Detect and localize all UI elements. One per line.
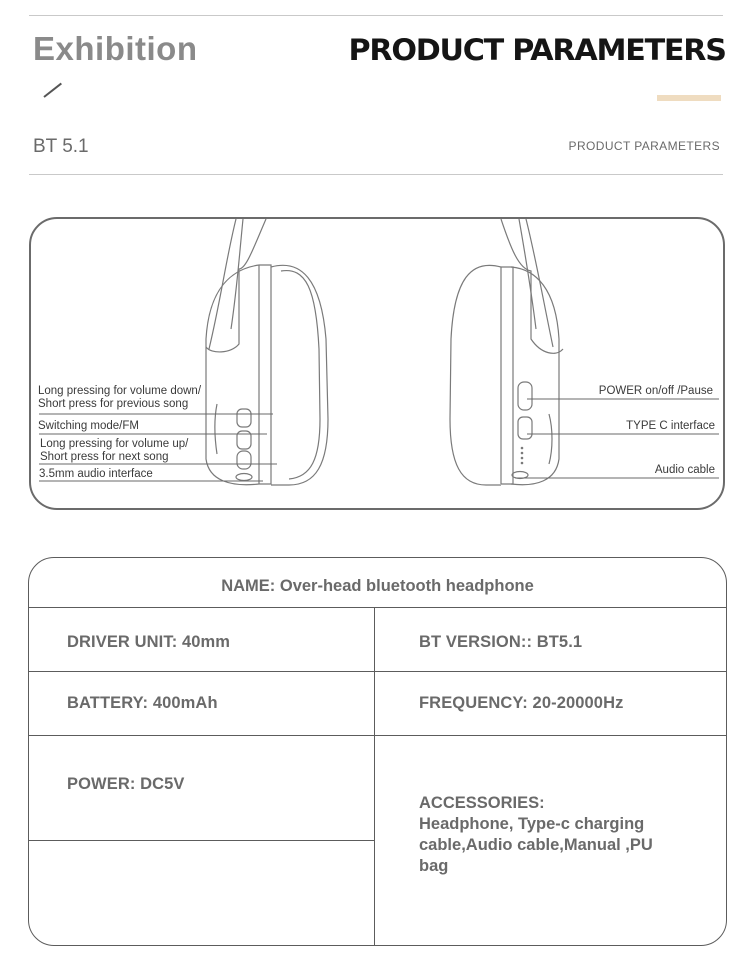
callout-volume-down [38,385,201,411]
column-divider [374,607,375,946]
spec-accessories-line3: bag [419,857,449,875]
spec-driver-unit: DRIVER UNIT: 40mm [67,633,231,651]
callout-volume-down-line2: Short press for previous song [38,398,189,410]
row-divider [29,735,726,736]
spec-battery: BATTERY: 400mAh [67,694,218,712]
callout-volume-up-line2: Short press for next song [40,451,169,463]
spec-bt-version: BT VERSION:: BT5.1 [419,633,583,651]
row-divider [29,607,726,608]
slash-decoration [43,83,62,98]
spec-accessories-line2: cable,Audio cable,Manual ,PU [419,836,653,854]
top-divider [29,15,723,16]
headphone-diagram [29,217,725,510]
section-title-product-parameters: PRODUCT PARAMETERS [348,33,726,67]
spec-accessories-label: ACCESSORIES: [419,794,545,812]
model-label: BT 5.1 [33,136,89,157]
spec-power: POWER: DC5V [67,775,185,793]
accent-bar [657,95,721,101]
section-title-exhibition: Exhibition [33,30,198,67]
headphone-illustration [31,219,725,510]
subtitle-product-parameters: PRODUCT PARAMETERS [568,139,720,153]
callout-audio-cable: Audio cable [654,464,715,476]
row-divider [29,671,726,672]
spec-frequency: FREQUENCY: 20-20000Hz [419,694,624,712]
callout-power: POWER on/off /Pause [598,385,713,397]
callout-volume-down-line1: Long pressing for volume down/ [38,385,202,397]
row-divider [29,840,374,841]
callout-switch-mode: Switching mode/FM [38,420,139,432]
callout-volume-up [40,438,188,464]
spec-accessories [419,793,689,877]
callout-audio-interface: 3.5mm audio interface [39,468,153,480]
spec-name: NAME: Over-head bluetooth headphone [221,577,534,595]
callout-volume-up-line1: Long pressing for volume up/ [40,438,189,450]
header-divider [29,174,723,175]
spec-accessories-line1: Headphone, Type-c charging [419,815,645,833]
callout-type-c: TYPE C interface [626,420,715,432]
spec-table [28,557,727,946]
